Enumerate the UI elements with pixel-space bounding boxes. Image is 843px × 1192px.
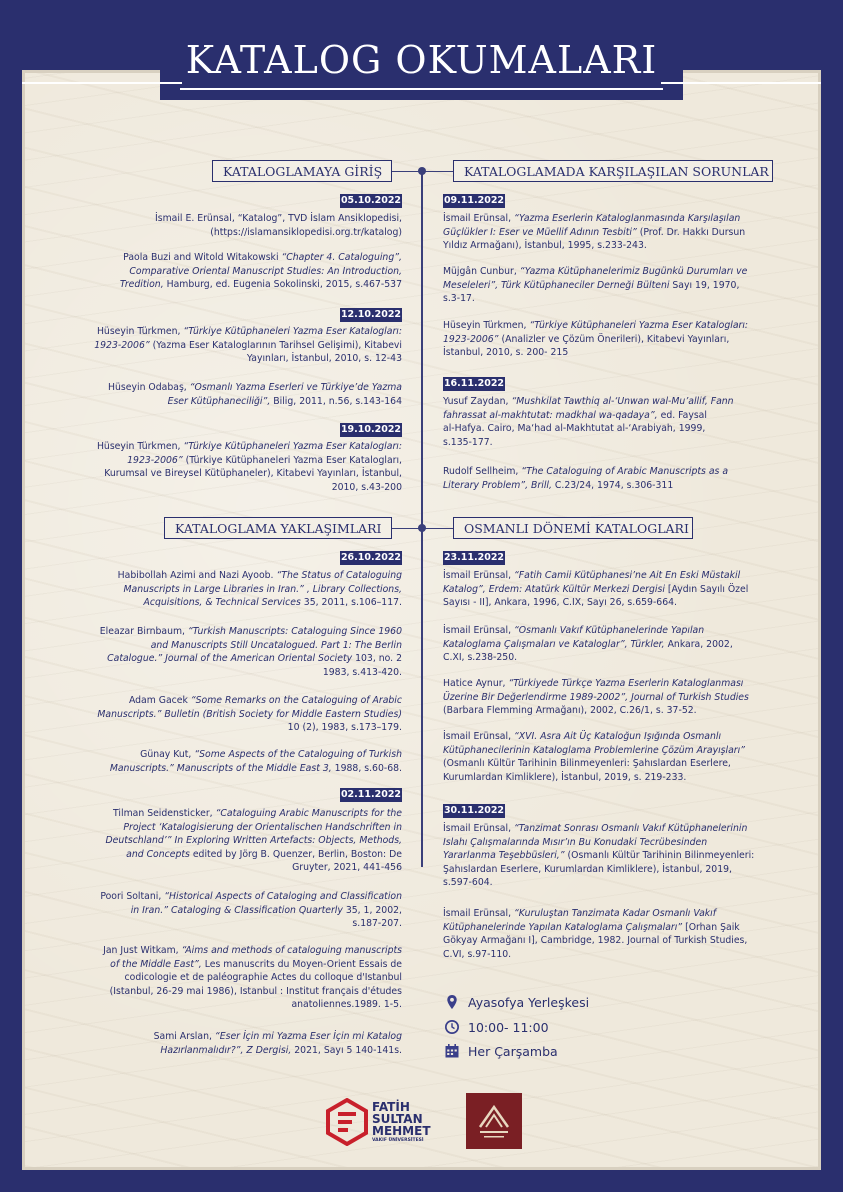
date-badge: 02.11.2022: [340, 789, 402, 800]
reference-entry: Hatice Aynur, “Türkiyede Türkçe Yazma Eserlerin Kataloglanması Üzerine Bir Değerlendirme 1989-2002”, Journal of Turkish Studies (Barbara Flemming Armağanı), 2002, C.26/1, s. 37-52.: [443, 678, 749, 717]
location-info: Ayasofya Yerleşkesi: [444, 994, 589, 1010]
reference-entry: İsmail Erünsal, “Osmanlı Vakıf Kütüphanelerinde Yapılan Kataloglama Çalışmaları ve Kataloglar”, Türkler, Ankara, 2002, C.XI, s.238-250.: [443, 625, 733, 664]
section-kataloglama-yaklasimlari: KATALOGLAMA YAKLAŞIMLARI: [164, 517, 392, 539]
date-badge: 26.10.2022: [340, 552, 402, 563]
date-badge: 23.11.2022: [443, 552, 505, 563]
timeline-connector-2: [392, 528, 455, 529]
reference-entry: Hüseyin Türkmen, “Türkiye Kütüphaneleri Yazma Eser Katalogları: 1923-2006” (Yazma Eser Kataloglarının Tarihsel Gelişimi), Kitabevi Yayınları, İstanbul, 2010, s. 12-43: [94, 326, 402, 365]
fsm-logo-mark-icon: [326, 1098, 368, 1146]
reference-entry: Adam Gacek “Some Remarks on the Cataloguing of Arabic Manuscripts.” Bulletin (British Society for Middle Eastern Studies) 10 (2), 1983, s.173–179.: [97, 695, 402, 734]
title-banner: [160, 0, 683, 100]
reference-entry: İsmail Erünsal, “Fatih Camii Kütüphanesi’ne Ait En Eski Müstakil Katalog”, Erdem: Atatürk Kültür Merkezi Dergisi [Aydın Sayılı Özel Sayısı - II], Ankara, 1996, C.IX, Sayı 26, s.659-664.: [443, 570, 749, 609]
section-kataloglamaya-giris: KATALOGLAMAYA GİRİŞ: [212, 160, 392, 182]
reference-entry: Hüseyin Türkmen, “Türkiye Kütüphaneleri Yazma Eser Katalogları: 1923-2006” (Analizler ve Çözüm Önerileri), Kitabevi Yayınları, İstanbul, 2010, s. 200- 215: [443, 320, 749, 359]
reference-entry: İsmail Erünsal, “Kuruluştan Tanzimata Kadar Osmanlı Vakıf Kütüphanelerinde Yapılan Kataloglama Çalışmaları” [Orhan Şaik Gökyay Armağanı I], Cambridge, 1982. Journal of Turkish Studies, C.VI, s.97-110.: [443, 908, 748, 960]
location-pin-icon: [444, 994, 460, 1010]
reference-entry: Hüseyin Odabaş, “Osmanlı Yazma Eserleri ve Türkiye’de Yazma Eser Kütüphaneciliği”, Bilig, 2011, n.56, s.143-164: [108, 382, 402, 407]
reference-entry: Rudolf Sellheim, “The Cataloguing of Arabic Manuscripts as a Literary Problem”, Brill, C.23/24, 1974, s.306-311: [443, 466, 729, 491]
calendar-icon: [444, 1043, 460, 1059]
reference-entry: Paola Buzi and Witold Witakowski “Chapter 4. Cataloguing”, Comparative Oriental Manuscript Studies: An Introduction, Tredition, Hamburg, ed. Eugenia Sokolinski, 2015, s.467-537: [119, 252, 402, 291]
reference-entry: İsmail Erünsal, “XVI. Asra Ait Üç Kataloğun Işığında Osmanlı Kütüphanecilerinin Kataloglama Problemlerine Çözüm Arayışları” (Osmanlı Kültür Tarihinin Bilinmeyenleri: Şahıslardan Eserlere, Kurumlardan Kimliklere), İstanbul, 2019, s. 219-233.: [443, 731, 745, 783]
section-osmanli-donemi: OSMANLI DÖNEMİ KATALOGLARI: [453, 517, 693, 539]
clock-icon: [444, 1019, 460, 1035]
date-badge: 30.11.2022: [443, 805, 505, 816]
date-badge: 12.10.2022: [340, 309, 402, 320]
date-badge: 16.11.2022: [443, 378, 505, 389]
reference-entry: Müjgân Cunbur, “Yazma Kütüphanelerimiz Bugünkü Durumları ve Meseleleri”, Türk Kütüphaneciler Derneği Bülteni Sayı 19, 1970, s.3-17.: [443, 266, 748, 305]
timeline-connector-1: [392, 171, 455, 172]
reference-entry: Poori Soltani, “Historical Aspects of Cataloging and Classification in Iran.” Cataloging & Classification Quarterly 35, 1, 2002, s.187-207.: [100, 891, 402, 930]
reference-entry: Sami Arslan, “Eser İçin mi Yazma Eser İçin mi Katalog Hazırlanmalıdır?”, Z Dergisi, 2021, Sayı 5 140-141s.: [153, 1031, 402, 1056]
date-badge: 19.10.2022: [340, 424, 402, 435]
poster-title: KATALOG OKUMALARI: [185, 38, 658, 82]
reference-entry: İsmail Erünsal, “Tanzimat Sonrası Osmanlı Vakıf Kütüphanelerinin Islahı Çalışmalarında Mısır’ın Bu Konudaki Tecrübesinden Yararlanma Teşebbüsleri,” (Osmanlı Kültür Tarihinin Bilinmeyenleri: Şahıslardan Eserlere, Kurumlardan Kimliklere), İstanbul, 2019, s.597-604.: [443, 823, 755, 889]
reference-entry: Yusuf Zaydan, “Mushkilat Tawthiq al-‘Unwan wal-Mu’allif, Fann fahrassat al-makhtutat: madkhal wa-qadaya”, ed. Faysal al-Hafya. Cairo, Ma‘had al-Makhtutat al-‘Arabiyah, 1999, s.135-177.: [443, 396, 734, 448]
day-info: Her Çarşamba: [444, 1043, 558, 1059]
date-badge: 09.11.2022: [443, 195, 505, 206]
date-badge: 05.10.2022: [340, 195, 402, 206]
banner-rule-left: [22, 82, 182, 84]
manuscript-emblem-icon: [466, 1093, 522, 1149]
reference-entry: Eleazar Birnbaum, “Turkish Manuscripts: Cataloguing Since 1960 and Manuscripts Still Uncatalogued. Part 1: The Berlin Catalogue.” Journal of the American Oriental Society 103, no. 2 1983, s.413-420.: [99, 626, 402, 678]
manuscript-institute-logo: [466, 1093, 522, 1149]
reference-entry: Jan Just Witkam, “Aims and methods of cataloguing manuscripts of the Middle East”, Les manuscrits du Moyen-Orient Essais de codicologie et de paléographie Actes du colloque d'Istanbul (Istanbul, 26-29 mai 1986), Istanbul : Institut français d'études anatoliennes.1989. 1-5.: [103, 945, 402, 1011]
timeline-spine-top: [421, 170, 423, 544]
section-kataloglamada-sorunlar: KATALOGLAMADA KARŞILAŞILAN SORUNLAR: [453, 160, 773, 182]
reference-entry: Günay Kut, “Some Aspects of the Cataloguing of Turkish Manuscripts.” Manuscripts of the Middle East 3, 1988, s.60-68.: [109, 749, 402, 774]
fsm-logo-text: FATİH SULTAN MEHMET VAKIF ÜNİVERSİTESİ: [372, 1099, 431, 1143]
fsm-university-logo: [326, 1092, 451, 1152]
reference-entry: Hüseyin Türkmen, “Türkiye Kütüphaneleri Yazma Eser Katalogları: 1923-2006” (Türkiye Kütüphaneleri Yazma Eser Katalogları, Kurumsal ve Bireysel Kütüphaneler), Kitabevi Yayınları, İstanbul, 2010, s.43-200: [96, 441, 402, 493]
reference-entry: Tilman Seidensticker, “Cataloguing Arabic Manuscripts for the Project ‘Katalogisierung der Orientalischen Handschriften in Deutschland’” In Exploring Written Artefacts: Objects, Methods, and Concepts edited by Jörg B. Quenzer, Berlin, Boston: De Gruyter, 2021, 441-456: [105, 808, 402, 874]
reference-entry: İsmail E. Erünsal, “Katalog”, TVD İslam Ansiklopedisi, (https://islamansiklopedisi.org.tr/katalog): [154, 213, 402, 238]
reference-entry: Habibollah Azimi and Nazi Ayoob. “The Status of Cataloguing Manuscripts in Large Libraries in Iran.” , Library Collections, Acquisitions, & Technical Services 35, 2011, s.106–117.: [117, 570, 402, 609]
reference-entry: İsmail Erünsal, “Yazma Eserlerin Kataloglanmasında Karşılaşılan Güçlükler I: Eser ve Müellif Adının Tesbiti” (Prof. Dr. Hakkı Dursun Yıldız Armağanı), İstanbul, 1995, s.233-243.: [443, 213, 746, 252]
time-info: 10:00- 11:00: [444, 1019, 549, 1035]
banner-rule-right: [661, 82, 821, 84]
timeline-spine-bottom: [421, 527, 423, 867]
